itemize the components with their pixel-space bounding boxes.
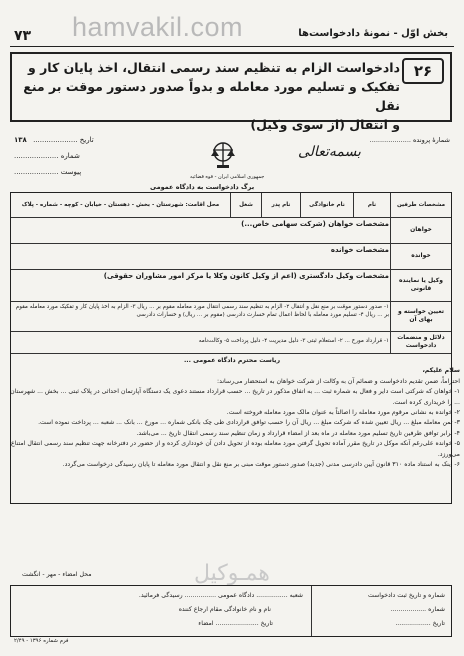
plaintiff-row [11, 217, 451, 244]
body-paragraph: احتراماً، ضمن تقدیم دادخواست و ضمائم آن به وکالت از شرکت خواهان به استحضار می‌رساند: [216, 377, 460, 385]
body-paragraph: ۴- برابر توافق طرفین تاریخ تسلیم مورد معامله در ماه بعد از امضاء قرارداد و زمان تنظیم سند رسمی انتقال تاریخ ... می‌باشد. [136, 429, 460, 437]
column-header: نام پدر [261, 193, 300, 217]
salutation: ریاست محترم دادگاه عمومی ... [183, 357, 281, 364]
page-count: ۱۳۸ [14, 136, 27, 144]
number-label: شماره .................... [14, 152, 80, 160]
body-paragraph: ۵- خوانده علی‌رغم آنکه موکل در تاریخ مقرر آماده تحویل گرفتن مورد معامله بوده از تحویل دادن آن خودداری کرده و از حضور در دفترخانه جهت تنظیم سند رسمی انتقال امتناع می‌ورزد. [11, 440, 460, 458]
signature-label: محل امضاء - مهر - انگشت [22, 571, 92, 578]
registration-date: تاریخ .................. [395, 620, 445, 627]
body-paragraph: ۲- خوانده به نشانی مرقوم مورد معامله را اصالتاً به عنوان مالک مورد معامله فروخته است. [226, 409, 460, 417]
body-paragraph: ۶- اینک به استناد ماده ۳۱۰ قانون آیین دادرسی مدنی (جدید) صدور دستور موقت مبنی بر منع نقل و انتقال مورد معامله تا پایان رسیدگی درخواست می‌گردد. [62, 461, 460, 469]
row-content: مشخصات خواهان (شرکت سهامی خاص...) [241, 220, 389, 228]
lawyer-row [11, 269, 451, 302]
referrer-name: نام و نام خانوادگی مقام ارجاع کننده [178, 606, 271, 613]
column-header: نام [353, 193, 390, 217]
attachment-label: پیوست .................... [14, 168, 82, 176]
row-label: خوانده [390, 243, 451, 269]
claim-row [11, 301, 451, 332]
defendant-row [11, 243, 451, 270]
row-label: وکیل یا نماینده قانونی [390, 269, 451, 301]
column-header: محل اقامت: شهرستان - بخش - دهستان - خیابان - کوچه - شماره - پلاک [21, 202, 220, 208]
date-label: تاریخ .................... [33, 136, 94, 144]
row-label: تعیین خواسته و بهای آن [390, 301, 451, 331]
registration-number: شماره .................. [390, 606, 445, 613]
column-header: نام خانوادگی [300, 193, 353, 217]
evidence-row [11, 331, 451, 354]
title-line: دادخواست الزام به تنظیم سند رسمی انتقال، اخذ پایان کار و [27, 60, 400, 75]
form-subheading: برگ دادخواست به دادگاه عمومی [150, 183, 255, 191]
watermark-logo: همـوکیل [194, 561, 270, 586]
column-header: مشخصات طرفین [390, 193, 451, 217]
column-header-row [11, 193, 451, 218]
date-field [14, 136, 94, 144]
body-paragraph: ۳- ثمن معامله مبلغ ... ریال تعیین شده که شرکت مبلغ ... ریال آن را حسب توافق قراردادی طی چک بانکی شماره ... مورخ ... بانک ... شعبه ... پرداخت نموده است. [38, 419, 460, 427]
basmala-text: بسمه‌تعالی [298, 144, 361, 160]
page-number: ۷۳ [14, 28, 32, 44]
row-label: دلائل و منضمات دادخواست [390, 331, 451, 353]
form-number: ۲۶ [402, 58, 444, 84]
judiciary-label: جمهوری اسلامی ایران - قوه قضائیه [190, 174, 265, 180]
footer-divider [311, 586, 312, 636]
form-code: فرم شماره ۱۳۹۶ - ۲/۴۹ [14, 638, 69, 644]
column-header: شغل [230, 193, 261, 217]
row-content: مشخصات خوانده [330, 246, 389, 254]
title-line: تفکیک و تسلیم مورد معامله و بدواً صدور دستور موقت بر منع نقل [23, 79, 400, 113]
registration-label: شماره و تاریخ ثبت دادخواست [368, 592, 445, 599]
header-rule [10, 46, 454, 47]
petition-body [4, 356, 460, 470]
greeting: سلام علیکم، [422, 367, 460, 375]
referral-date: تاریخ ...................... امضاء [198, 620, 273, 627]
judiciary-emblem-icon [205, 140, 241, 172]
section-title: بخش اوّل - نمونهٔ دادخواست‌ها [298, 28, 448, 39]
row-label: خواهان [390, 217, 451, 243]
row-content: ۱- قرارداد مورخ ... ۲- استعلام ثبتی ۳- دلیل مدیریت ۴- دلیل پرداخت ۵- وکالت‌نامه [198, 338, 389, 344]
form-footer [10, 585, 452, 637]
referral-line: شعبه ................ دادگاه عمومی ................ رسیدگی فرمائید. [138, 592, 303, 599]
form-header [10, 52, 452, 132]
row-content: ۱- صدور دستور موقت بر منع نقل و انتقال ۲- الزام به تنظیم سند رسمی انتقال مورد معامله مقوم بر ... ریال ۳- الزام به اخذ پایان کار و تفکیک مورد معامله مقوم بر ... ریال ۴- تسلیم مورد معامله با لحاظ اعمال تمام خسارت دادرسی (مقوم بر ... ریال) و خسارات دادرسی [15, 304, 389, 318]
case-number-label: شمارهٔ پرونده .................... [369, 136, 450, 144]
body-paragraph: ۱- خواهان که شرکتی است دایر و فعال به شماره ثبت ... به اتفاق مذکور در تاریخ ... حسب قرارداد مستند دعوی یک دستگاه آپارتمان احداثی در پلاک ثبتی ... بخش ... شهرستان ... را خریداری کرده است. [10, 388, 460, 406]
title-line: و انتقال (از سوی وکیل) [250, 117, 400, 132]
row-content: مشخصات وکیل دادگستری (اعم از وکیل کانون وکلا یا مرکز امور مشاوران حقوقی) [103, 272, 389, 280]
watermark: hamvakil.com [72, 12, 244, 42]
form-title [18, 58, 400, 134]
